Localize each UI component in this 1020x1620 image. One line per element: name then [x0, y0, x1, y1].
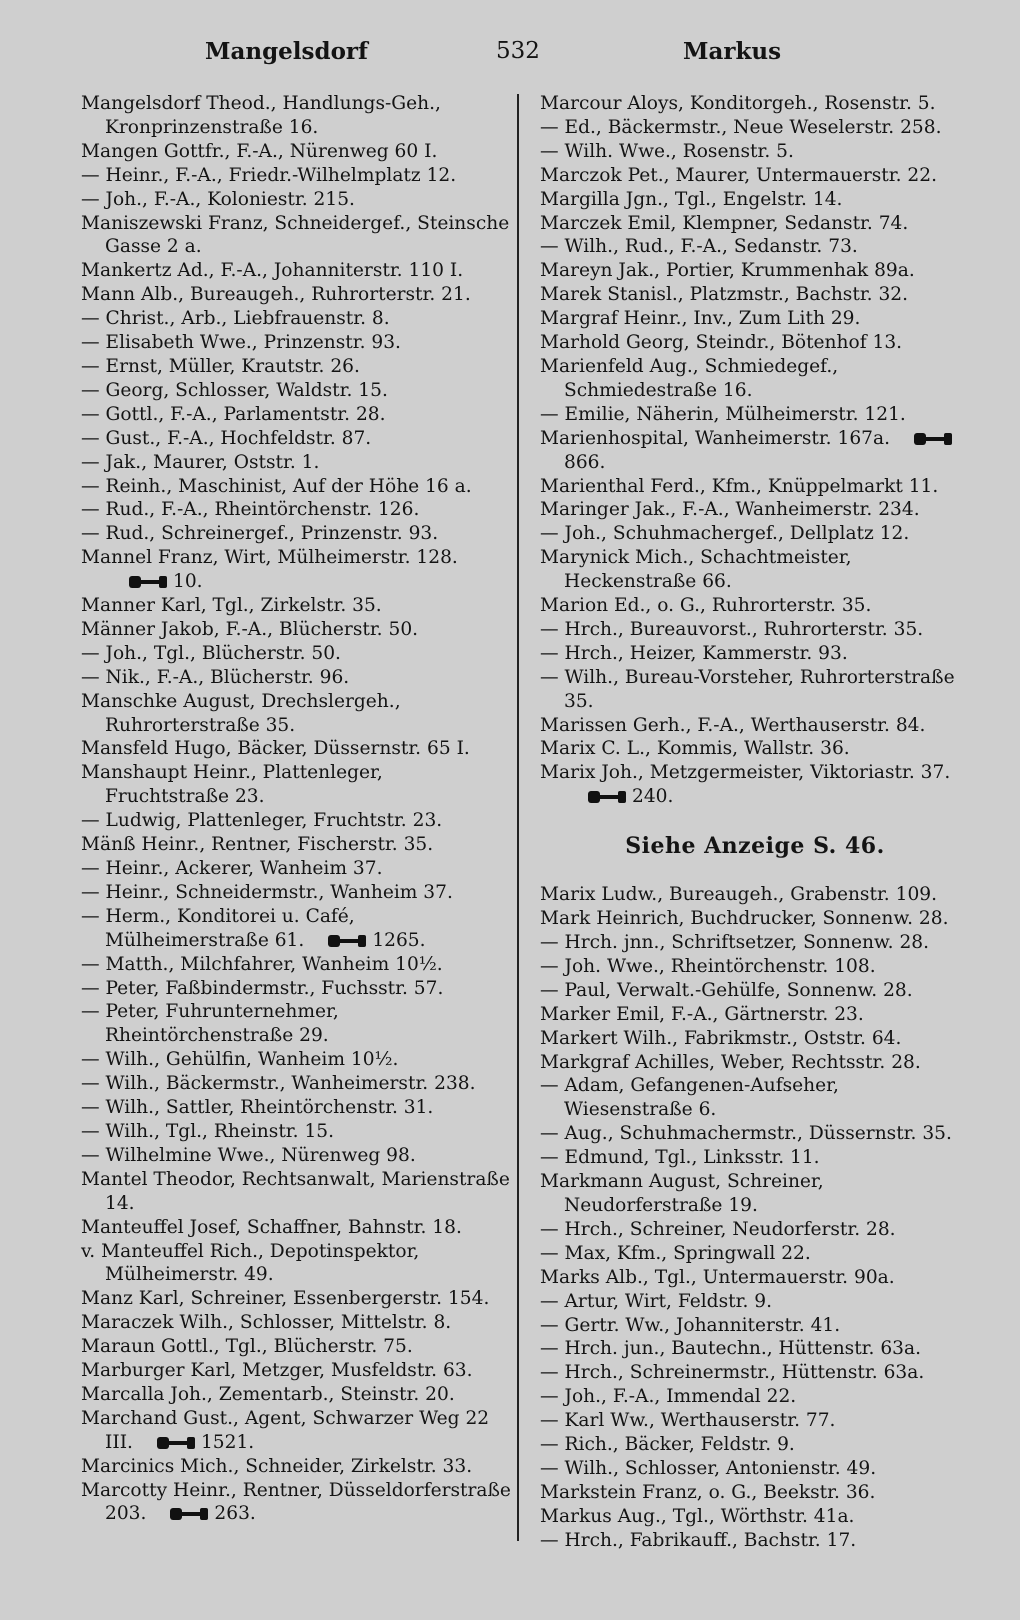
entry-text: Maniszewski Franz, Schneidergef., Steinsche Gasse 2 a. [81, 212, 510, 258]
entry-text: Marienfeld Aug., Schmiedegef., Schmiedestraße 16. [540, 355, 839, 401]
directory-entry [540, 259, 970, 283]
entry-text: — Artur, Wirt, Feldstr. 9. [540, 1290, 773, 1312]
directory-entry [540, 1242, 970, 1266]
directory-entry [81, 1240, 511, 1288]
entry-text: — Rud., F.-A., Rheintörchenstr. 126. [81, 499, 420, 521]
entry-text: — Gottl., F.-A., Parlamentstr. 28. [81, 403, 386, 425]
directory-entry [540, 140, 970, 164]
entry-text: Manteuffel Josef, Schaffner, Bahnstr. 18. [81, 1216, 462, 1238]
entry-text: Marhold Georg, Steindr., Bötenhof 13. [540, 332, 903, 354]
directory-entry [540, 1385, 970, 1409]
directory-entry [540, 666, 970, 714]
left-column [81, 92, 511, 1526]
directory-entry [540, 1529, 970, 1553]
directory-entry [81, 857, 511, 881]
directory-entry [81, 761, 511, 809]
entry-text: Marienthal Ferd., Kfm., Knüppelmarkt 11. [540, 475, 939, 497]
entry-text: v. Manteuffel Rich., Depotinspektor, Mülheimerstr. 49. [81, 1240, 420, 1286]
directory-entry [540, 955, 970, 979]
directory-entry [540, 1266, 970, 1290]
telephone-number: 10. [173, 571, 203, 593]
directory-entry [540, 116, 970, 140]
entry-text: — Wilh., Sattler, Rheintörchenstr. 31. [81, 1097, 434, 1119]
directory-entry [81, 1000, 511, 1048]
entry-text: — Wilh., Tgl., Rheinstr. 15. [81, 1120, 335, 1142]
directory-entry [81, 594, 511, 618]
entry-text: Marix Ludw., Bureaugeh., Grabenstr. 109. [540, 884, 938, 906]
directory-entry [81, 881, 511, 905]
directory-entry [540, 92, 970, 116]
entry-text: Manshaupt Heinr., Plattenleger, Fruchtstraße 23. [81, 762, 383, 808]
directory-entry [540, 1433, 970, 1457]
entry-text: Markmann August, Schreiner, Neudorferstraße 19. [540, 1171, 824, 1216]
telephone-number: 240. [632, 786, 674, 808]
directory-entry [540, 907, 970, 931]
directory-entry [81, 1144, 511, 1168]
entry-text: — Hrch., Schreiner, Neudorferstr. 28. [540, 1218, 896, 1240]
header-right-keyword: Markus [683, 38, 782, 65]
entry-text: Manschke August, Drechslergeh., Ruhrorterstraße 35. [81, 690, 401, 736]
directory-entry [81, 690, 511, 738]
advertisement-notice: Siehe Anzeige S. 46. [625, 833, 885, 860]
directory-entry [540, 307, 970, 331]
entry-text: Marcalla Joh., Zementarb., Steinstr. 20. [81, 1383, 455, 1405]
entry-text: Marcour Aloys, Konditorgeh., Rosenstr. 5. [540, 93, 936, 114]
entry-text: — Wilh., Rud., F.-A., Sedanstr. 73. [540, 236, 858, 258]
telephone-icon [914, 433, 952, 445]
entry-text: — Herm., Konditorei u. Café, Mülheimerstraße 61. [81, 905, 355, 951]
entry-text: — Joh. Wwe., Rheintörchenstr. 108. [540, 955, 876, 977]
directory-entry [81, 1479, 511, 1527]
entry-text: — Joh., Tgl., Blücherstr. 50. [81, 642, 341, 664]
entry-text: — Peter, Fuhrunternehmer, Rheintörchenstraße 29. [81, 1001, 339, 1047]
directory-entry [81, 188, 511, 212]
column-divider [517, 94, 519, 1541]
directory-entry [81, 1359, 511, 1383]
entry-text: — Ludwig, Plattenleger, Fruchtstr. 23. [81, 810, 443, 832]
page-number: 532 [496, 38, 540, 64]
directory-entry [540, 1457, 970, 1481]
entry-text: — Wilhelmine Wwe., Nürenweg 98. [81, 1144, 416, 1166]
directory-entry [540, 979, 970, 1003]
entry-text: — Hrch., Bureauvorst., Ruhrorterstr. 35. [540, 618, 924, 640]
directory-entry [81, 498, 511, 522]
entry-text: — Rud., Schreinergef., Prinzenstr. 93. [81, 523, 439, 545]
directory-entry [81, 92, 511, 140]
directory-entry [81, 1072, 511, 1096]
entry-text: — Christ., Arb., Liebfrauenstr. 8. [81, 308, 390, 330]
directory-entry [540, 1481, 970, 1505]
right-column-top [540, 92, 970, 809]
directory-entry [540, 883, 970, 907]
directory-entry [81, 140, 511, 164]
directory-entry [81, 1407, 511, 1455]
entry-text: — Ernst, Müller, Krautstr. 26. [81, 355, 360, 377]
entry-text: — Hrch. jnn., Schriftsetzer, Sonnenw. 28. [540, 932, 930, 953]
directory-entry [540, 761, 970, 809]
entry-text: — Hrch., Heizer, Kammerstr. 93. [540, 642, 848, 664]
entry-text: Marcotty Heinr., Rentner, Düsseldorferstraße 203. [81, 1479, 511, 1525]
telephone-icon [157, 1437, 195, 1449]
entry-text: Maraun Gottl., Tgl., Blücherstr. 75. [81, 1336, 413, 1358]
directory-entry [540, 1314, 970, 1338]
directory-entry [540, 546, 970, 594]
directory-entry [81, 403, 511, 427]
entry-text: Marks Alb., Tgl., Untermauerstr. 90a. [540, 1266, 895, 1288]
entry-text: Männer Jakob, F.-A., Blücherstr. 50. [81, 618, 419, 640]
directory-entry [540, 1003, 970, 1027]
directory-entry [81, 1455, 511, 1479]
directory-entry [81, 355, 511, 379]
entry-text: Mansfeld Hugo, Bäcker, Düssernstr. 65 I. [81, 738, 470, 760]
entry-text: — Rich., Bäcker, Feldstr. 9. [540, 1434, 795, 1456]
entry-text: Margilla Jgn., Tgl., Engelstr. 14. [540, 188, 843, 210]
directory-entry [540, 1051, 970, 1075]
directory-entry [540, 1361, 970, 1385]
directory-entry [81, 451, 511, 475]
directory-entry [540, 188, 970, 212]
directory-entry [81, 1383, 511, 1407]
entry-text: — Ed., Bäckermstr., Neue Weselerstr. 258. [540, 116, 942, 138]
entry-text: Marienhospital, Wanheimerstr. 167a. [540, 427, 890, 449]
directory-entry [540, 235, 970, 259]
entry-text: — Heinr., F.-A., Friedr.-Wilhelmplatz 12. [81, 164, 457, 186]
directory-entry [81, 331, 511, 355]
entry-text: Marczek Emil, Klempner, Sedanstr. 74. [540, 212, 909, 234]
entry-text: Markert Wilh., Fabrikmstr., Oststr. 64. [540, 1027, 902, 1049]
entry-text: — Heinr., Ackerer, Wanheim 37. [81, 858, 383, 879]
telephone-number: 263. [214, 1503, 256, 1525]
directory-entry [81, 953, 511, 977]
entry-text: Marczok Pet., Maurer, Untermauerstr. 22. [540, 164, 937, 186]
directory-entry [81, 905, 511, 953]
entry-text: Mantel Theodor, Rechtsanwalt, Marienstraße 14. [81, 1168, 510, 1214]
entry-text: Mänß Heinr., Rentner, Fischerstr. 35. [81, 834, 434, 856]
entry-text: — Wilh., Bureau-Vorsteher, Ruhrorterstraße 35. [540, 666, 955, 712]
directory-entry [540, 355, 970, 403]
entry-text: Marynick Mich., Schachtmeister, Heckenstraße 66. [540, 547, 852, 593]
directory-entry [540, 1122, 970, 1146]
directory-entry [81, 1335, 511, 1359]
directory-entry [81, 546, 511, 594]
right-column [540, 92, 970, 1553]
directory-entry [540, 283, 970, 307]
header-left-keyword: Mangelsdorf [205, 38, 368, 65]
entry-text: — Gertr. Ww., Johanniterstr. 41. [540, 1314, 841, 1336]
directory-entry [540, 498, 970, 522]
directory-entry [81, 475, 511, 499]
directory-entry [81, 1287, 511, 1311]
entry-text: Mark Heinrich, Buchdrucker, Sonnenw. 28. [540, 908, 949, 930]
directory-entry [81, 1048, 511, 1072]
entry-text: — Wilh. Wwe., Rosenstr. 5. [540, 140, 794, 162]
entry-text: Mannel Franz, Wirt, Mülheimerstr. 128. [81, 547, 458, 569]
entry-text: — Wilh., Gehülfin, Wanheim 10½. [81, 1049, 399, 1071]
entry-text: — Matth., Milchfahrer, Wanheim 10½. [81, 953, 443, 975]
directory-entry [81, 977, 511, 1001]
entry-text: — Wilh., Schlosser, Antonienstr. 49. [540, 1457, 877, 1479]
telephone-number: 866. [564, 451, 606, 473]
entry-text: Manz Karl, Schreiner, Essenbergerstr. 154. [81, 1288, 490, 1310]
directory-entry [540, 1146, 970, 1170]
directory-entry [540, 212, 970, 236]
entry-text: Mangelsdorf Theod., Handlungs-Geh., Kronprinzenstraße 16. [81, 93, 441, 138]
directory-entry [540, 1290, 970, 1314]
directory-entry [81, 642, 511, 666]
entry-text: Marek Stanisl., Platzmstr., Bachstr. 32. [540, 284, 909, 306]
directory-entry [81, 1216, 511, 1240]
directory-entry [81, 307, 511, 331]
entry-text: Maraczek Wilh., Schlosser, Mittelstr. 8. [81, 1312, 452, 1334]
entry-text: Marchand Gust., Agent, Schwarzer Weg 22 III. [81, 1407, 490, 1453]
entry-text: Marcinics Mich., Schneider, Zirkelstr. 33. [81, 1455, 473, 1477]
entry-text: Mangen Gottfr., F.-A., Nürenweg 60 I. [81, 140, 438, 162]
entry-text: Mann Alb., Bureaugeh., Ruhrorterstr. 21. [81, 284, 471, 306]
entry-text: — Paul, Verwalt.-Gehülfe, Sonnenw. 28. [540, 979, 913, 1001]
directory-entry [540, 331, 970, 355]
entry-text: — Adam, Gefangenen-Aufseher, Wiesenstraße 6. [540, 1075, 839, 1121]
entry-text: — Aug., Schuhmachermstr., Düssernstr. 35. [540, 1123, 952, 1145]
entry-text: Marix C. L., Kommis, Wallstr. 36. [540, 738, 850, 760]
directory-entry [81, 164, 511, 188]
directory-entry [540, 475, 970, 499]
directory-entry [540, 1074, 970, 1122]
entry-text: — Karl Ww., Werthauserstr. 77. [540, 1410, 836, 1432]
directory-entry [81, 618, 511, 642]
entry-text: Marissen Gerh., F.-A., Werthauserstr. 84. [540, 714, 926, 736]
directory-entry [540, 931, 970, 955]
telephone-icon [170, 1508, 208, 1520]
entry-text: — Nik., F.-A., Blücherstr. 96. [81, 666, 350, 688]
entry-text: — Hrch. jun., Bautechn., Hüttenstr. 63a. [540, 1338, 922, 1360]
directory-entry [540, 642, 970, 666]
entry-text: — Peter, Faßbindermstr., Fuchsstr. 57. [81, 977, 444, 999]
entry-text: — Georg, Schlosser, Waldstr. 15. [81, 379, 388, 401]
telephone-number: 1265. [372, 929, 426, 951]
directory-entry [81, 522, 511, 546]
directory-entry [81, 1120, 511, 1144]
directory-entry [540, 1170, 970, 1218]
entry-text: Maringer Jak., F.-A., Wanheimerstr. 234. [540, 499, 920, 521]
directory-entry [81, 1311, 511, 1335]
directory-entry [81, 379, 511, 403]
directory-entry [81, 666, 511, 690]
entry-text: Marix Joh., Metzgermeister, Viktoriastr. 37. [540, 762, 951, 784]
directory-entry [81, 212, 511, 260]
directory-entry [540, 594, 970, 618]
entry-text: Marburger Karl, Metzger, Musfeldstr. 63. [81, 1360, 473, 1382]
directory-entry [540, 522, 970, 546]
telephone-icon [129, 576, 167, 588]
directory-entry [540, 1505, 970, 1529]
entry-text: — Hrch., Schreinermstr., Hüttenstr. 63a. [540, 1362, 925, 1384]
entry-text: — Edmund, Tgl., Linksstr. 11. [540, 1147, 820, 1169]
directory-entry [540, 737, 970, 761]
entry-text: Mankertz Ad., F.-A., Johanniterstr. 110 I. [81, 260, 464, 282]
directory-entry [81, 259, 511, 283]
directory-entry [81, 1096, 511, 1120]
telephone-icon [588, 791, 626, 803]
directory-entry [81, 737, 511, 761]
entry-text: — Elisabeth Wwe., Prinzenstr. 93. [81, 332, 401, 354]
entry-text: Marker Emil, F.-A., Gärtnerstr. 23. [540, 1003, 864, 1025]
entry-text: — Heinr., Schneidermstr., Wanheim 37. [81, 881, 453, 903]
entry-text: — Reinh., Maschinist, Auf der Höhe 16 a. [81, 475, 472, 497]
entry-text: Markus Aug., Tgl., Wörthstr. 41a. [540, 1505, 855, 1527]
directory-entry [540, 164, 970, 188]
entry-text: — Joh., Schuhmachergef., Dellplatz 12. [540, 523, 910, 545]
entry-text: — Gust., F.-A., Hochfeldstr. 87. [81, 427, 372, 449]
directory-entry [540, 403, 970, 427]
directory-entry [540, 618, 970, 642]
directory-entry [540, 1218, 970, 1242]
entry-text: — Max, Kfm., Springwall 22. [540, 1242, 811, 1264]
entry-text: Mareyn Jak., Portier, Krummenhak 89a. [540, 260, 915, 282]
entry-text: — Hrch., Fabrikauff., Bachstr. 17. [540, 1529, 857, 1551]
directory-entry [540, 1027, 970, 1051]
directory-entry [540, 427, 970, 475]
entry-text: — Joh., F.-A., Koloniestr. 215. [81, 188, 355, 210]
entry-text: Manner Karl, Tgl., Zirkelstr. 35. [81, 595, 382, 617]
page-header [0, 38, 1020, 78]
directory-entry [81, 283, 511, 307]
directory-entry [81, 809, 511, 833]
directory-entry [540, 1409, 970, 1433]
entry-text: Margraf Heinr., Inv., Zum Lith 29. [540, 308, 861, 330]
telephone-icon [328, 935, 366, 947]
entry-text: — Emilie, Näherin, Mülheimerstr. 121. [540, 403, 906, 425]
entry-text: — Joh., F.-A., Immendal 22. [540, 1386, 797, 1408]
directory-entry [540, 1337, 970, 1361]
directory-entry [81, 1168, 511, 1216]
entry-text: Markgraf Achilles, Weber, Rechtsstr. 28. [540, 1051, 921, 1073]
directory-entry [540, 714, 970, 738]
entry-text: — Jak., Maurer, Oststr. 1. [81, 451, 320, 473]
telephone-number: 1521. [200, 1431, 255, 1453]
entry-text: Marion Ed., o. G., Ruhrorterstr. 35. [540, 595, 872, 617]
entry-text: — Wilh., Bäckermstr., Wanheimerstr. 238. [81, 1073, 476, 1095]
entry-text: Markstein Franz, o. G., Beekstr. 36. [540, 1481, 876, 1503]
directory-entry [81, 833, 511, 857]
directory-entry [81, 427, 511, 451]
right-column-bottom [540, 883, 970, 1552]
